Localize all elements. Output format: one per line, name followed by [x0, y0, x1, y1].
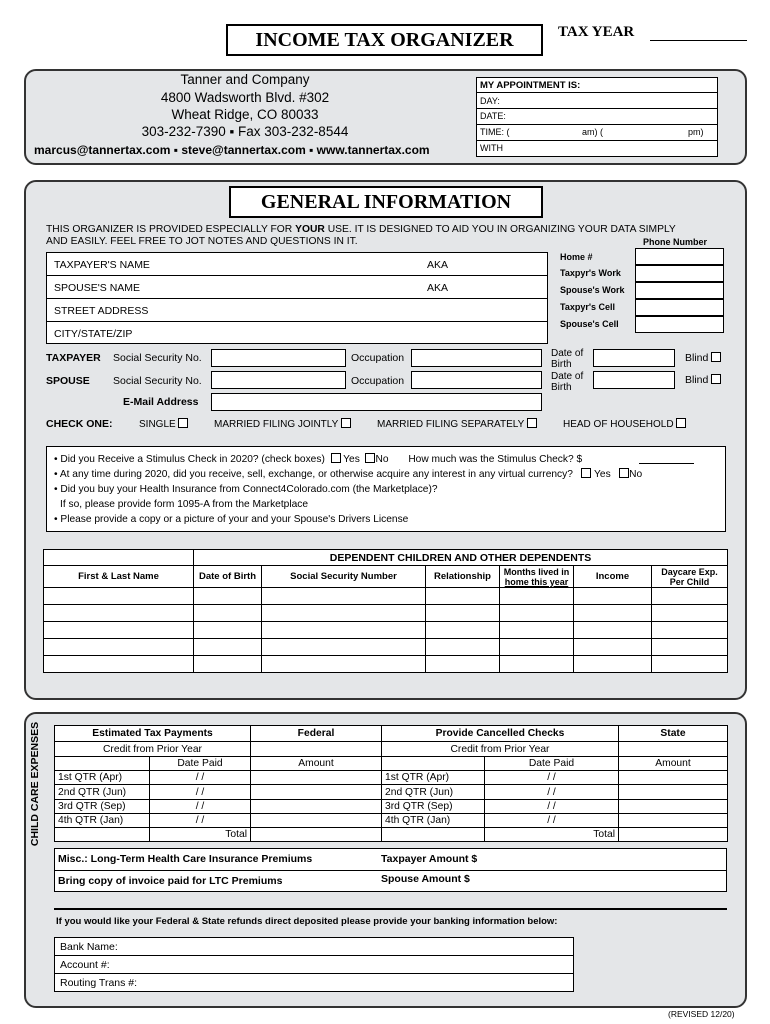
- bank-name-field[interactable]: Bank Name:: [60, 941, 118, 953]
- spouse-label: SPOUSE: [46, 375, 90, 387]
- appointment-with[interactable]: WITH: [480, 143, 503, 153]
- marketplace-note: If so, please provide form 1095-A from the Marketplace: [60, 499, 309, 510]
- hoh-checkbox[interactable]: [676, 418, 686, 428]
- spouse-amount-field[interactable]: Spouse Amount $: [381, 873, 470, 885]
- fed-qtr-4-amount[interactable]: [251, 813, 382, 827]
- ltc-invoice-label: Bring copy of invoice paid for LTC Premiums: [58, 875, 283, 887]
- spouse-ssn-label: Social Security No.: [113, 375, 202, 387]
- mfs-checkbox[interactable]: [527, 418, 537, 428]
- spouse-work-label: Spouse's Work: [560, 285, 625, 295]
- dep-col-daycare: Daycare Exp. Per Child: [652, 566, 728, 588]
- taxpayer-amount-field[interactable]: Taxpayer Amount $: [381, 853, 478, 865]
- revised-date: (REVISED 12/20): [668, 1009, 735, 1019]
- firm-contacts: marcus@tannertax.com ▪ steve@tannertax.com ▪ www.tannertax.com: [34, 143, 430, 157]
- filing-single: SINGLE: [139, 418, 188, 430]
- email-label: E-Mail Address: [123, 396, 199, 408]
- state-credit-prior-year: Credit from Prior Year: [382, 742, 619, 757]
- home-phone-input[interactable]: [635, 248, 724, 265]
- firm-phones: 303-232-7390 ▪ Fax 303-232-8544: [141, 124, 349, 139]
- stimulus-no-checkbox[interactable]: [365, 453, 375, 463]
- fed-qtr-4-date[interactable]: / /: [150, 813, 251, 827]
- spouse-occupation-label: Occupation: [351, 375, 405, 387]
- fed-qtr-1: 1st QTR (Apr): [55, 771, 150, 785]
- table-row[interactable]: [55, 771, 728, 785]
- organizer-title: INCOME TAX ORGANIZER: [226, 24, 543, 56]
- spouse-blind-label: Blind: [685, 374, 721, 386]
- state-qtr-4-date[interactable]: / /: [485, 813, 619, 827]
- firm-address1: 4800 Wadsworth Blvd. #302: [160, 90, 330, 105]
- filing-mfj: MARRIED FILING JOINTLY: [214, 418, 351, 430]
- appointment-date[interactable]: DATE:: [480, 111, 506, 121]
- spouse-dob-label-2: Birth: [551, 382, 572, 393]
- appointment-time[interactable]: TIME: (: [480, 127, 510, 137]
- spouse-occupation-input[interactable]: [411, 371, 542, 389]
- state-qtr-4-amount[interactable]: [619, 813, 728, 827]
- tax-year-field[interactable]: [650, 40, 747, 41]
- home-phone-label: Home #: [560, 252, 593, 262]
- virtual-currency-question: • At any time during 2020, did you receive, sell, exchange, or otherwise acquire any interest in any virtual currency? Yes No: [54, 469, 643, 480]
- table-row[interactable]: [44, 605, 728, 622]
- fed-qtr-1-amount[interactable]: [251, 771, 382, 785]
- mfj-checkbox[interactable]: [341, 418, 351, 428]
- fed-qtr-2-date[interactable]: / /: [150, 785, 251, 799]
- state-qtr-3-date[interactable]: / /: [485, 799, 619, 813]
- street-address-field[interactable]: STREET ADDRESS: [54, 305, 149, 317]
- state-qtr-1-date[interactable]: / /: [485, 771, 619, 785]
- state-qtr-2: 2nd QTR (Jun): [382, 785, 485, 799]
- taxpayer-occupation-input[interactable]: [411, 349, 542, 367]
- dep-col-income: Income: [574, 566, 652, 588]
- state-amount-header: Amount: [619, 757, 728, 771]
- fed-qtr-3: 3rd QTR (Sep): [55, 799, 150, 813]
- federal-header: Federal: [251, 726, 382, 742]
- table-row[interactable]: [55, 785, 728, 799]
- spouse-cell-input[interactable]: [635, 316, 724, 333]
- filing-mfs: MARRIED FILING SEPARATELY: [377, 418, 537, 430]
- spouse-dob-input[interactable]: [593, 371, 675, 389]
- check-one-label: CHECK ONE:: [46, 418, 113, 430]
- taxpayer-work-label: Taxpyr's Work: [560, 268, 621, 278]
- phone-number-header: Phone Number: [643, 237, 708, 247]
- appointment-day[interactable]: DAY:: [480, 96, 500, 106]
- fed-qtr-1-date[interactable]: / /: [150, 771, 251, 785]
- state-header: State: [619, 726, 728, 742]
- filing-hoh: HEAD OF HOUSEHOLD: [563, 418, 686, 430]
- fed-total-label: Total: [150, 827, 251, 841]
- table-row[interactable]: [44, 656, 728, 673]
- crypto-yes-checkbox[interactable]: [581, 468, 591, 478]
- fed-date-paid-header: Date Paid: [150, 757, 251, 771]
- fed-credit-input[interactable]: [251, 742, 382, 757]
- taxpayer-ssn-input[interactable]: [211, 349, 346, 367]
- taxpayer-aka-field[interactable]: AKA: [427, 259, 449, 271]
- ltc-premiums-label: Misc.: Long-Term Health Care Insurance Premiums: [58, 853, 313, 865]
- spouse-name-field[interactable]: SPOUSE'S NAME: [54, 282, 141, 294]
- fed-qtr-2: 2nd QTR (Jun): [55, 785, 150, 799]
- dependents-title: DEPENDENT CHILDREN AND OTHER DEPENDENTS: [194, 550, 728, 566]
- state-qtr-3-amount[interactable]: [619, 799, 728, 813]
- state-qtr-3: 3rd QTR (Sep): [382, 799, 485, 813]
- table-row[interactable]: [44, 622, 728, 639]
- stimulus-amount-field[interactable]: [639, 463, 694, 464]
- state-qtr-2-date[interactable]: / /: [485, 785, 619, 799]
- state-qtr-4: 4th QTR (Jan): [382, 813, 485, 827]
- table-row[interactable]: [44, 639, 728, 656]
- stimulus-yes-checkbox[interactable]: [331, 453, 341, 463]
- cancelled-checks-header: Provide Cancelled Checks: [382, 726, 619, 742]
- fed-total-input[interactable]: [251, 827, 382, 841]
- dep-col-ssn: Social Security Number: [262, 566, 426, 588]
- stimulus-question: • Did you Receive a Stimulus Check in 2020? (check boxes) Yes No How much was the Stimulus Check? $: [54, 454, 583, 465]
- taxpayer-dob-label-1: Date of: [551, 348, 584, 359]
- taxpayer-cell-label: Taxpyr's Cell: [560, 302, 615, 312]
- dependents-table: [43, 549, 728, 673]
- taxpayer-dob-label-2: Birth: [551, 359, 572, 370]
- taxpayer-cell-input[interactable]: [635, 299, 724, 316]
- spouse-cell-label: Spouse's Cell: [560, 319, 619, 329]
- state-total-label: Total: [485, 827, 619, 841]
- intro-line-1: THIS ORGANIZER IS PROVIDED ESPECIALLY FOR YOUR USE. IT IS DESIGNED TO AID YOU IN ORGANIZING YOUR DATA SIMPLY: [46, 224, 676, 235]
- dep-col-name: First & Last Name: [44, 566, 194, 588]
- single-checkbox[interactable]: [178, 418, 188, 428]
- table-row[interactable]: [44, 588, 728, 605]
- spouse-ssn-input[interactable]: [211, 371, 346, 389]
- spouse-work-input[interactable]: [635, 282, 724, 299]
- dep-col-relationship: Relationship: [426, 566, 500, 588]
- appointment-am: am) (: [582, 127, 603, 137]
- state-qtr-1-amount[interactable]: [619, 771, 728, 785]
- spouse-aka-field[interactable]: AKA: [427, 282, 449, 294]
- account-number-field[interactable]: Account #:: [60, 959, 110, 971]
- bank-divider: [54, 908, 727, 910]
- state-date-paid-header: Date Paid: [485, 757, 619, 771]
- est-title: Estimated Tax Payments: [55, 726, 251, 742]
- fed-amount-header: Amount: [251, 757, 382, 771]
- marketplace-question: • Did you buy your Health Insurance from Connect4Colorado.com (the Marketplace)?: [54, 484, 438, 495]
- taxpayer-ssn-label: Social Security No.: [113, 352, 202, 364]
- drivers-license-note: • Please provide a copy or a picture of your and your Spouse's Drivers License: [54, 514, 409, 525]
- fed-qtr-3-amount[interactable]: [251, 799, 382, 813]
- routing-number-field[interactable]: Routing Trans #:: [60, 977, 138, 989]
- fed-qtr-3-date[interactable]: / /: [150, 799, 251, 813]
- firm-name: Tanner and Company: [180, 72, 310, 87]
- email-input[interactable]: [211, 393, 542, 411]
- general-info-title: GENERAL INFORMATION: [229, 186, 543, 218]
- fed-qtr-2-amount[interactable]: [251, 785, 382, 799]
- spouse-dob-label-1: Date of: [551, 371, 584, 382]
- taxpayer-work-input[interactable]: [635, 265, 724, 282]
- taxpayer-dob-input[interactable]: [593, 349, 675, 367]
- appointment-pm: pm): [688, 127, 704, 137]
- fed-qtr-4: 4th QTR (Jan): [55, 813, 150, 827]
- intro-line-2: AND EASILY. FEEL FREE TO JOT NOTES AND QUESTIONS IN IT.: [46, 236, 358, 247]
- taxpayer-name-field[interactable]: TAXPAYER'S NAME: [54, 259, 150, 271]
- child-care-side-label: CHILD CARE EXPENSES: [29, 721, 41, 847]
- table-row[interactable]: [55, 813, 728, 827]
- taxpayer-blind-checkbox[interactable]: [711, 352, 721, 362]
- spouse-blind-checkbox[interactable]: [711, 374, 721, 384]
- fed-credit-prior-year: Credit from Prior Year: [55, 742, 251, 757]
- state-qtr-1: 1st QTR (Apr): [382, 771, 485, 785]
- state-total-input[interactable]: [619, 827, 728, 841]
- crypto-no-checkbox[interactable]: [619, 468, 629, 478]
- direct-deposit-intro: If you would like your Federal & State refunds direct deposited please provide your banking information below:: [56, 916, 558, 927]
- appointment-title: MY APPOINTMENT IS:: [480, 80, 581, 91]
- state-credit-input[interactable]: [619, 742, 728, 757]
- estimated-payments-table: [54, 725, 728, 842]
- taxpayer-label: TAXPAYER: [46, 352, 101, 364]
- city-state-zip-field[interactable]: CITY/STATE/ZIP: [54, 328, 133, 340]
- table-row[interactable]: [55, 799, 728, 813]
- tax-year-label: TAX YEAR: [558, 24, 635, 40]
- taxpayer-occupation-label: Occupation: [351, 352, 405, 364]
- firm-address2: Wheat Ridge, CO 80033: [171, 107, 319, 122]
- taxpayer-blind-label: Blind: [685, 352, 721, 364]
- state-qtr-2-amount[interactable]: [619, 785, 728, 799]
- dep-col-months: Months lived in home this year: [500, 566, 574, 588]
- dep-col-dob: Date of Birth: [194, 566, 262, 588]
